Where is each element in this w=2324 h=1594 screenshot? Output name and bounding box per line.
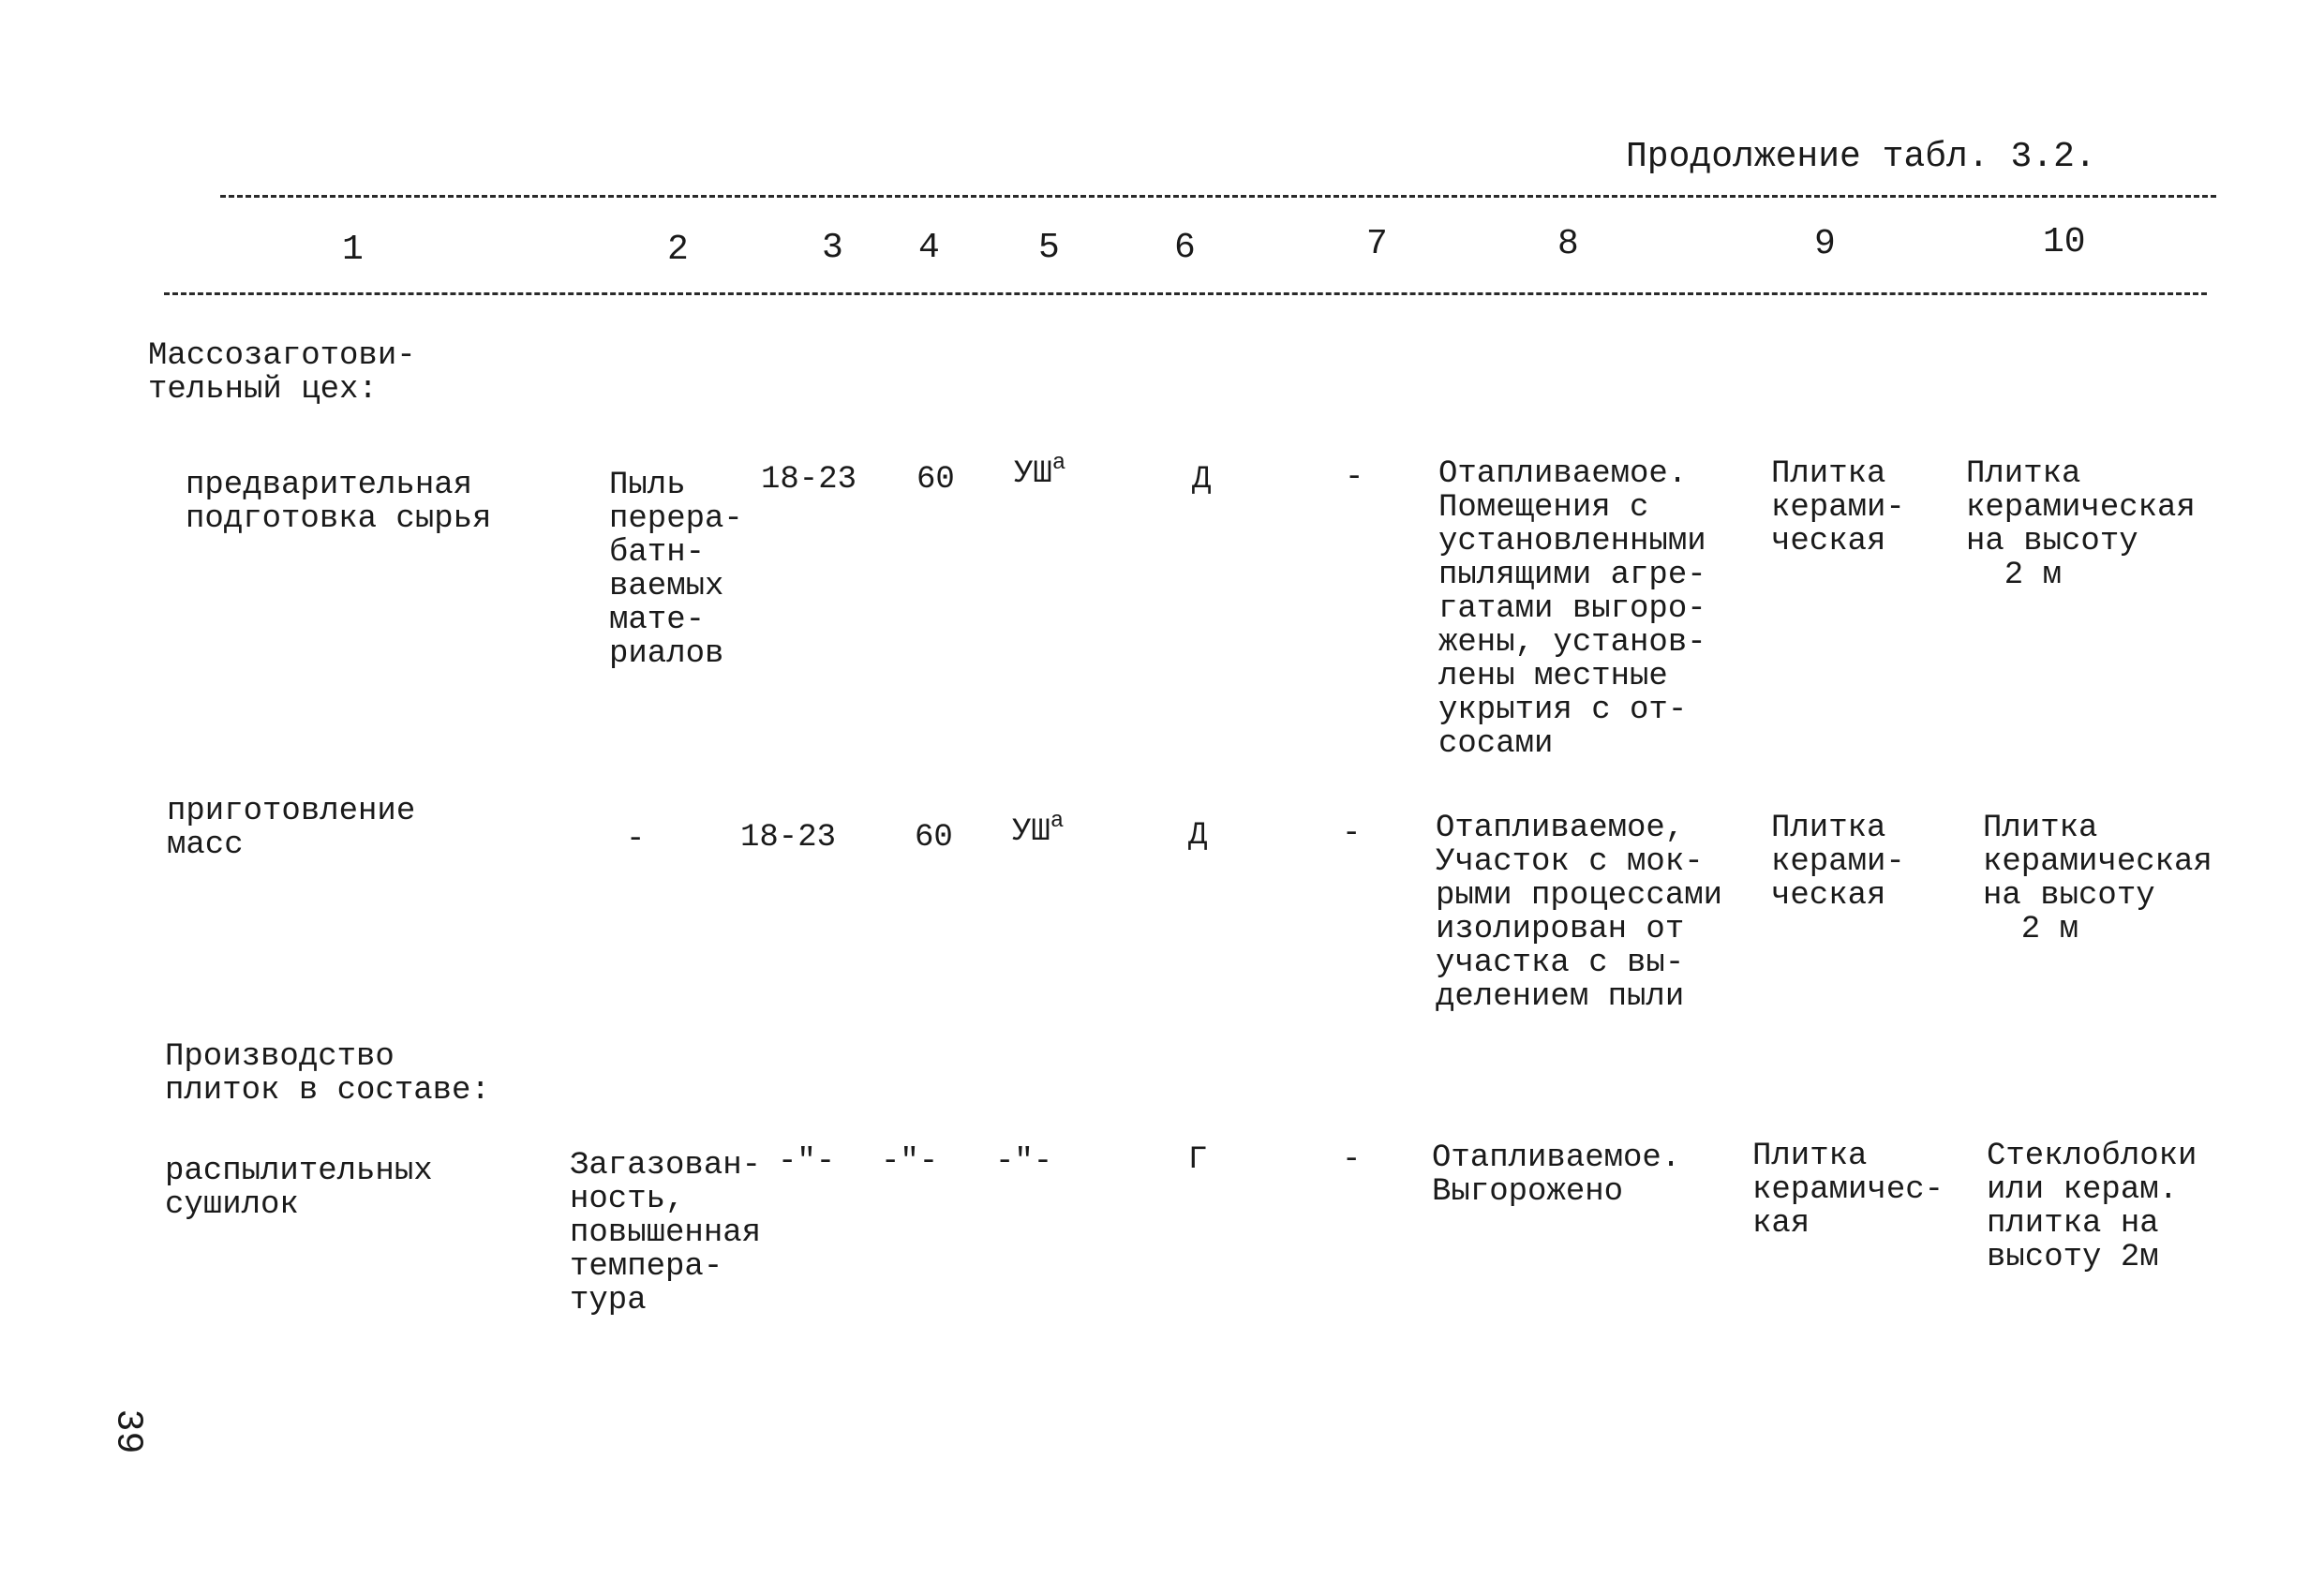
hazard-cell: Загазован- ность, повышенная темпера- тура [570, 1148, 762, 1318]
wall-cell: Стеклоблоки или керам. плитка на высоту 2м [1987, 1139, 2197, 1275]
premises-cell: Отапливаемое, Участок с мок- рыми процессами изолирован от участка с вы- делением пыли [1436, 811, 1723, 1015]
header-col-9: 9 [1814, 224, 1836, 264]
header-col-7: 7 [1366, 224, 1388, 264]
floor-cell: Плитка керамичес- кая [1752, 1139, 1944, 1242]
header-col-4: 4 [918, 228, 940, 268]
wall-cell: Плитка керамическая на высоту 2 м [1966, 456, 2196, 593]
header-col-3: 3 [822, 228, 843, 268]
header-col-5: 5 [1038, 228, 1060, 268]
header-col-8: 8 [1557, 224, 1579, 264]
dash-cell: - [1342, 816, 1362, 852]
hazard-cell: Пыль перера- батн- ваемых мате- риалов [609, 468, 743, 672]
category-text: УШ [1012, 814, 1050, 850]
category-cell: -"- [995, 1144, 1053, 1180]
category-superscript: а [1051, 451, 1066, 476]
table-caption: Продолжение табл. 3.2. [1626, 137, 2096, 177]
category-text: УШ [1014, 456, 1052, 492]
dash-cell: - [1345, 460, 1364, 496]
header-col-1: 1 [342, 230, 364, 270]
row-name-cell: предварительная подготовка сырья [186, 468, 492, 537]
hazard-cell: - [626, 822, 646, 857]
category-cell [1012, 809, 1065, 850]
premises-cell: Отапливаемое. Помещения с установленными пылящими агре- гатами выгоро- жены, установ- лены местные укрытия с от- сосами [1438, 456, 1706, 762]
header-col-10: 10 [2043, 222, 2086, 262]
header-bottom-rule [164, 292, 2207, 295]
floor-cell: Плитка керами- ческая [1771, 811, 1905, 914]
category-cell [1014, 451, 1066, 492]
humidity-cell: 60 [915, 820, 953, 856]
header-col-6: 6 [1174, 228, 1196, 268]
premises-cell: Отапливаемое. Выгорожено [1432, 1140, 1681, 1210]
page-number: 39 [106, 1408, 149, 1454]
header-col-2: 2 [667, 230, 689, 270]
humidity-cell: -"- [881, 1144, 939, 1180]
temperature-cell: -"- [778, 1144, 836, 1180]
fire-class-cell: Г [1188, 1142, 1208, 1178]
fire-class-cell: Д [1192, 462, 1212, 498]
temperature-cell: 18-23 [761, 462, 857, 498]
humidity-cell: 60 [916, 462, 955, 498]
row-name-cell: приготовление масс [167, 794, 416, 863]
floor-cell: Плитка керами- ческая [1771, 456, 1905, 559]
fire-class-cell: Д [1188, 818, 1208, 854]
temperature-cell: 18-23 [740, 820, 837, 856]
category-superscript: а [1050, 809, 1065, 834]
section-title: Производство плиток в составе: [165, 1039, 490, 1109]
top-rule [220, 195, 2216, 198]
row-name-cell: распылительных сушилок [165, 1154, 433, 1223]
section-title: Массозаготови- тельный цех: [148, 338, 416, 408]
dash-cell: - [1342, 1142, 1362, 1178]
wall-cell: Плитка керамическая на высоту 2 м [1983, 811, 2212, 947]
